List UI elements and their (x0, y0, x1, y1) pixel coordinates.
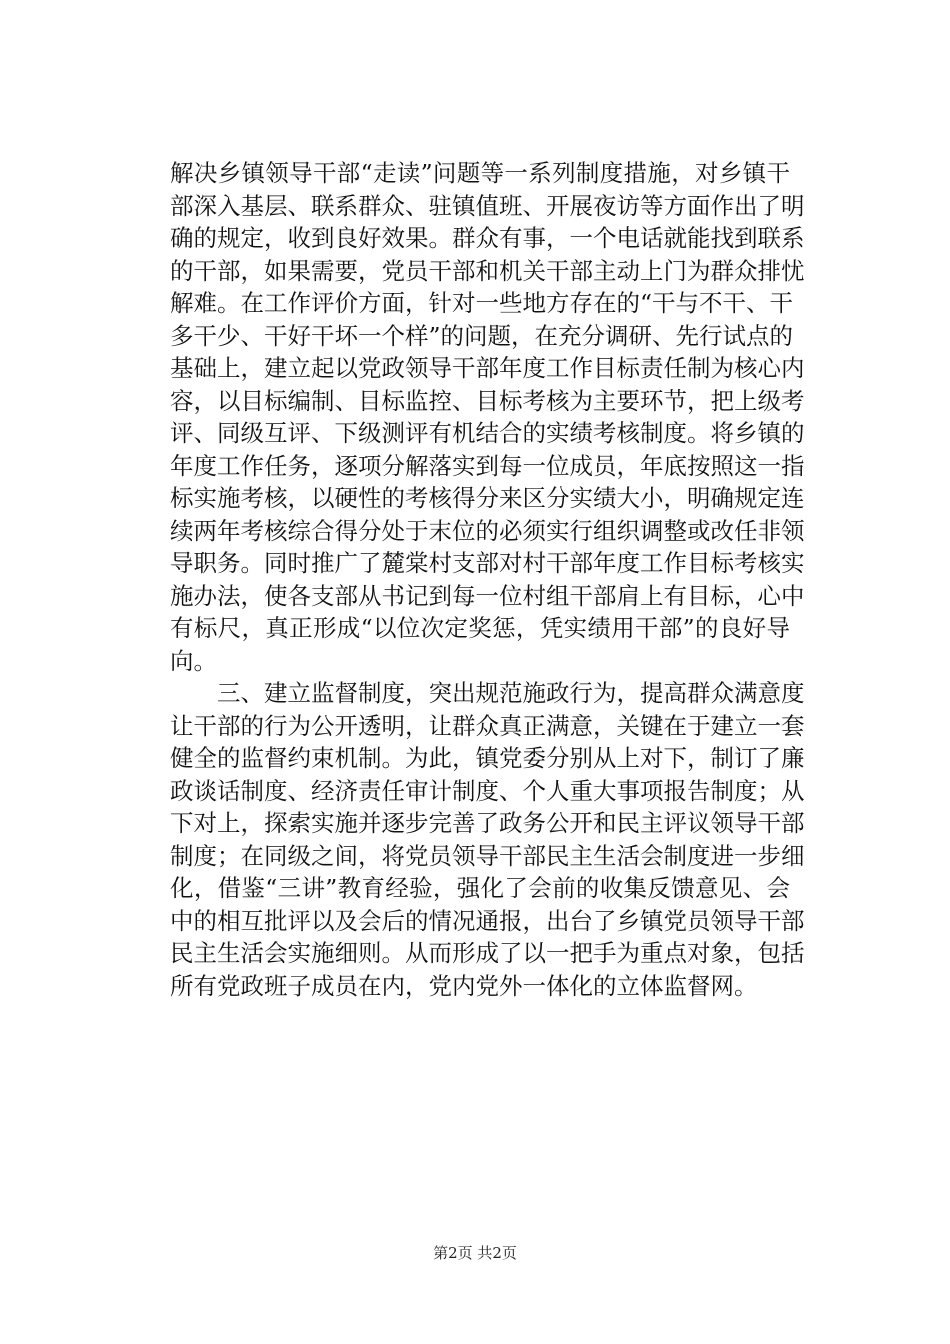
text-line: 标实施考核，以硬性的考核得分来区分实绩大小，明确规定连 (170, 484, 805, 512)
text-line: 政谈话制度、经济责任审计制度、个人重大事项报告制度；从 (170, 776, 805, 805)
text-line: 施办法，使各支部从书记到每一位村组干部肩上有目标，心中 (170, 581, 805, 610)
text-line: 向。 (170, 646, 217, 675)
text-line: 评、同级互评、下级测评有机结合的实绩考核制度。将乡镇的 (170, 419, 805, 447)
text-line: 基础上，建立起以党政领导干部年度工作目标责任制为核心内 (170, 354, 805, 382)
text-line: 部深入基层、联系群众、驻镇值班、开展夜访等方面作出了明 (170, 191, 805, 220)
text-line: 多干少、干好干坏一个样”的问题，在充分调研、先行试点的 (170, 321, 794, 350)
text-line: 化，借鉴“三讲”教育经验，强化了会前的收集反馈意见、会 (170, 874, 790, 902)
text-line: 有标尺，真正形成“以位次定奖惩，凭实绩用干部”的良好导 (170, 614, 790, 642)
text-line: 年度工作任务，逐项分解落实到每一位成员，年底按照这一指 (170, 451, 805, 480)
text-line: 中的相互批评以及会后的情况通报，出台了乡镇党员领导干部 (170, 906, 805, 935)
text-line: 续两年考核综合得分处于末位的必须实行组织调整或改任非领 (170, 516, 805, 545)
document-body (170, 157, 805, 1002)
text-line: 确的规定，收到良好效果。群众有事，一个电话就能找到联系 (170, 224, 805, 252)
text-line: 的干部，如果需要，党员干部和机关干部主动上门为群众排忧 (170, 256, 805, 285)
page-footer: 第2页 共2页 (433, 1244, 517, 1262)
text-line: 解难。在工作评价方面，针对一些地方存在的“干与不干、干 (170, 289, 794, 317)
text-line: 导职务。同时推广了麓棠村支部对村干部年度工作目标考核实 (170, 549, 805, 577)
text-line: 容，以目标编制、目标监控、目标考核为主要环节，把上级考 (170, 386, 805, 415)
section-heading-line: 三、建立监督制度，突出规范施政行为，提高群众满意度 (170, 679, 805, 707)
text-line: 让干部的行为公开透明，让群众真正满意，关键在于建立一套 (170, 711, 805, 740)
text-line: 解决乡镇领导干部“走读”问题等一系列制度措施，对乡镇干 (170, 159, 790, 187)
text-line: 制度；在同级之间，将党员领导干部民主生活会制度进一步细 (170, 841, 805, 870)
text-line: 健全的监督约束机制。为此，镇党委分别从上对下，制订了廉 (170, 744, 805, 772)
text-line: 下对上，探索实施并逐步完善了政务公开和民主评议领导干部 (170, 809, 805, 837)
text-line: 民主生活会实施细则。从而形成了以一把手为重点对象，包括 (170, 939, 805, 967)
text-line: 所有党政班子成员在内，党内党外一体化的立体监督网。 (170, 971, 758, 1000)
